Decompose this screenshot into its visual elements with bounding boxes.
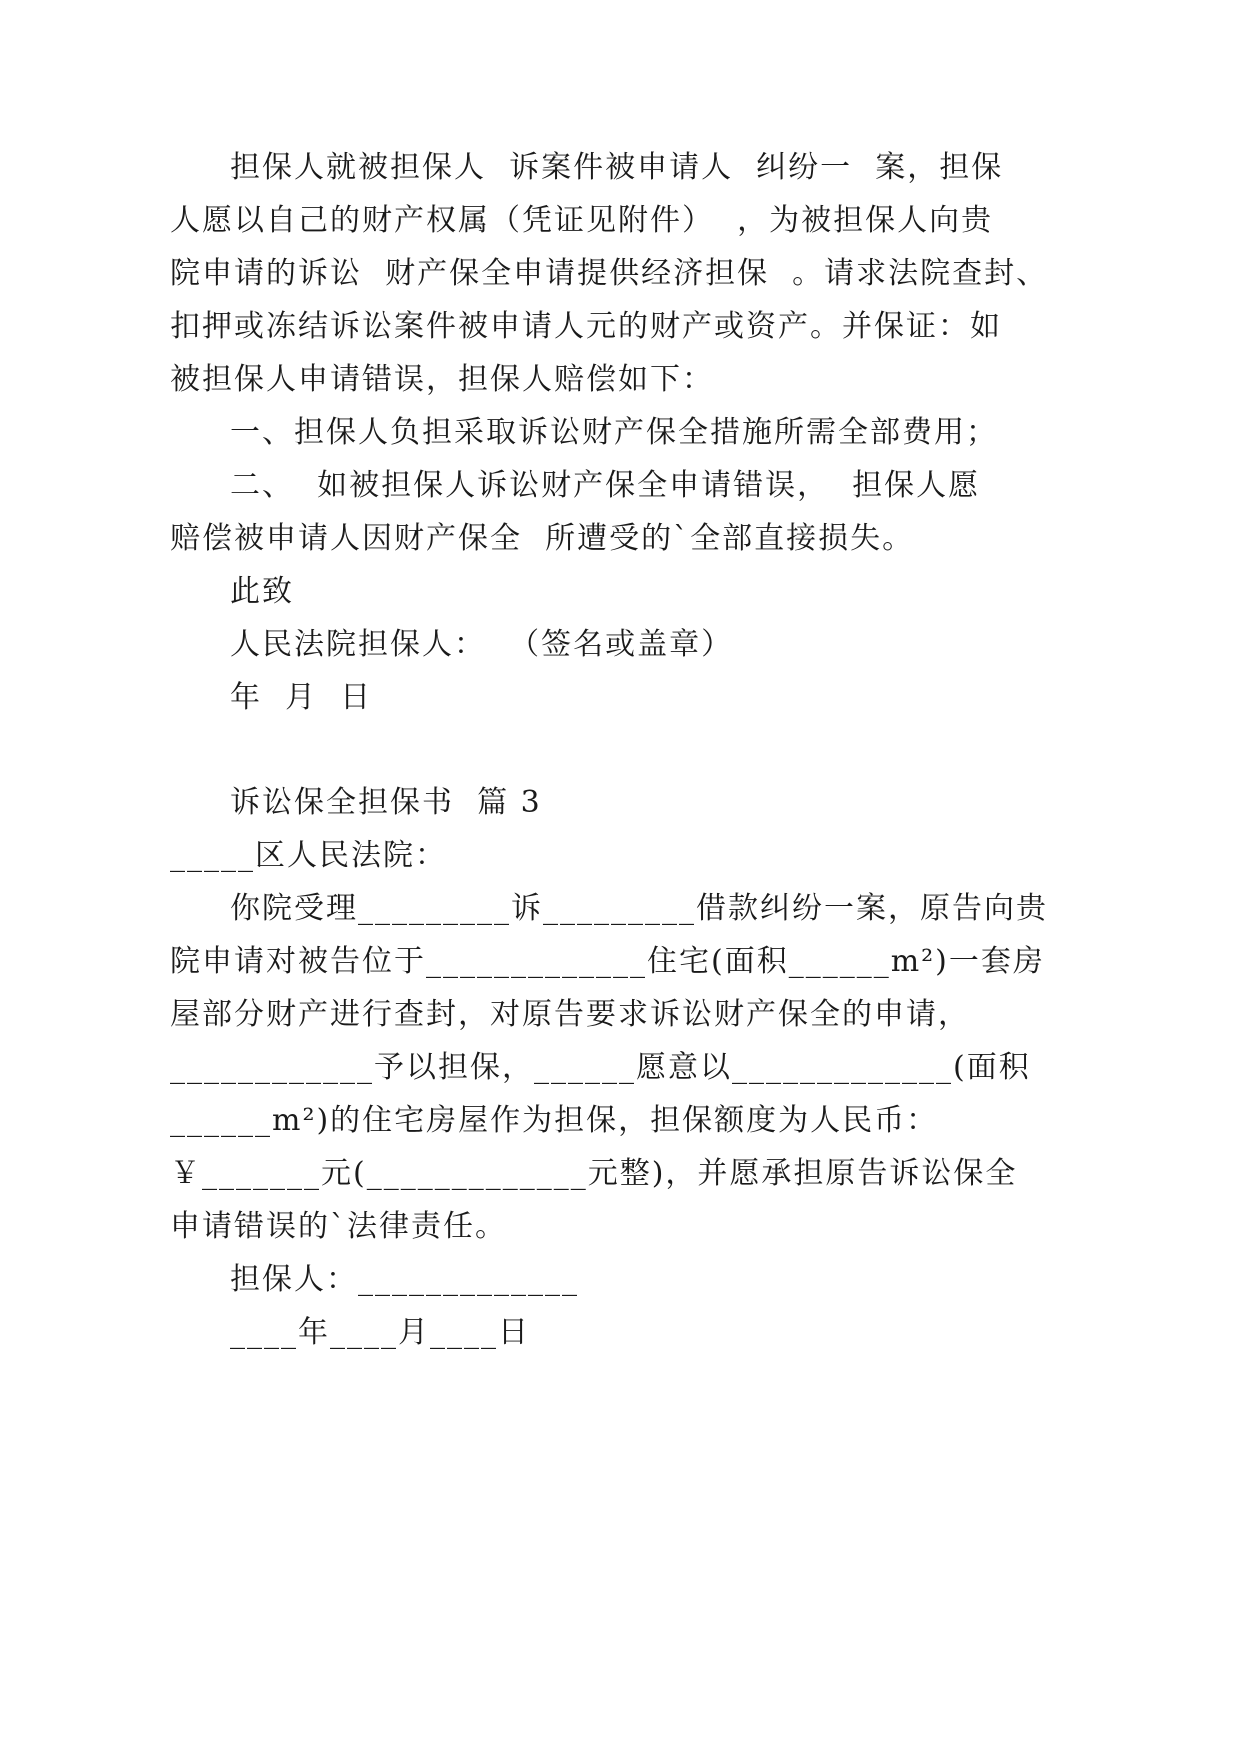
- date-line: 年 月 日: [230, 680, 373, 715]
- guarantor-line: 担保人：_____________: [230, 1262, 579, 1297]
- body-line: 院申请对被告位于_____________住宅(面积______m²)一套房: [170, 944, 1045, 979]
- paragraph-line: 院申请的诉讼 财产保全申请提供经济担保 。请求法院查封、: [170, 256, 1049, 291]
- list-item-1: 一、担保人负担采取诉讼财产保全措施所需全部费用；: [230, 415, 998, 450]
- signature-date-line: ____年____月____日: [230, 1315, 530, 1350]
- body-line: 屋部分财产进行查封，对原告要求诉讼财产保全的申请，: [170, 997, 970, 1032]
- paragraph-line: 扣押或冻结诉讼案件被申请人元的财产或资产。并保证：如: [170, 309, 1002, 344]
- list-item-2-line: 二、 如被担保人诉讼财产保全申请错误， 担保人愿: [230, 468, 981, 503]
- salutation: 此致: [230, 574, 294, 609]
- body-line: ______m²)的住宅房屋作为担保，担保额度为人民币：: [170, 1103, 939, 1138]
- addressee-line: _____区人民法院：: [170, 838, 447, 873]
- court-signature-line: 人民法院担保人： （签名或盖章）: [230, 627, 734, 662]
- list-item-2-line: 赔偿被申请人因财产保全 所遭受的`全部直接损失。: [170, 521, 915, 556]
- body-line: ____________予以担保，______愿意以_____________(面积: [170, 1050, 1031, 1085]
- section-title: 诉讼保全担保书 篇 3: [230, 785, 542, 820]
- body-line: 你院受理_________诉_________借款纠纷一案，原告向贵: [230, 891, 1048, 926]
- paragraph-line: 担保人就被担保人 诉案件被申请人 纠纷一 案，担保: [230, 150, 1004, 185]
- body-line: ￥_______元(_____________元整)，并愿承担原告诉讼保全: [170, 1156, 1018, 1191]
- paragraph-line: 人愿以自己的财产权属（凭证见附件） ，为被担保人向贵: [170, 203, 994, 238]
- body-line: 申请错误的`法律责任。: [170, 1209, 507, 1244]
- paragraph-line: 被担保人申请错误，担保人赔偿如下：: [170, 362, 714, 397]
